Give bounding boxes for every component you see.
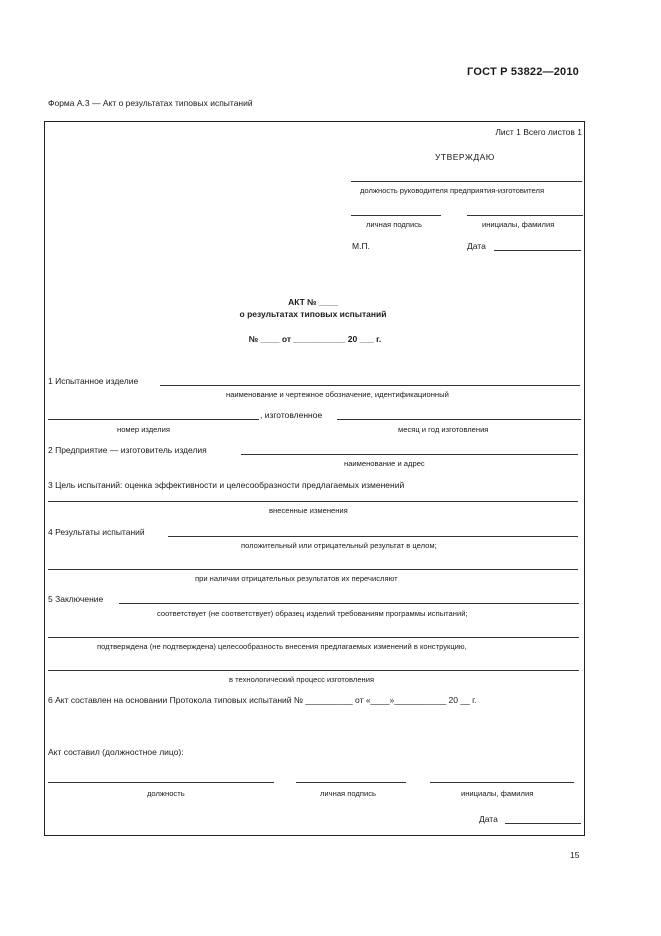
item2-label: 2 Предприятие — изготовитель изделия [48, 445, 207, 455]
item4-line2 [48, 569, 578, 570]
act-subtitle: о результатах типовых испытаний [239, 309, 387, 319]
item3-label: 3 Цель испытаний: оценка эффективности и целесообразности предлагаемых изменений [48, 480, 405, 490]
approval-initials-hint: инициалы, фамилия [482, 220, 555, 229]
approval-position-line [351, 181, 582, 182]
act-title: АКТ № ____ [288, 297, 338, 307]
form-caption: Форма А.3 — Акт о результатах типовых испытаний [48, 98, 253, 108]
compiled-initials-line [430, 782, 574, 783]
compiled-date-line [505, 823, 581, 824]
approval-signature-line [351, 215, 441, 216]
compiled-initials-hint: инициалы, фамилия [461, 789, 534, 798]
item2-line [241, 454, 578, 455]
item4-label: 4 Результаты испытаний [48, 527, 145, 537]
compiled-position-hint: должность [147, 789, 185, 798]
approval-initials-line [467, 215, 583, 216]
item5-label: 5 Заключение [48, 594, 104, 604]
compiled-signature-line [296, 782, 406, 783]
item1-hint-right: месяц и год изготовления [398, 425, 489, 434]
approval-stamp: М.П. [352, 241, 370, 251]
item5-hint3: в технологический процесс изготовления [229, 675, 375, 684]
approval-signature-hint: личная подпись [366, 220, 422, 229]
item1-date-line [337, 419, 581, 420]
item5-hint2: подтверждена (не подтверждена) целесообразность внесения предлагаемых изменений в конструкцию, [97, 642, 467, 651]
item5-hint1: соответствует (не соответствует) образец изделий требованиям программы испытаний; [157, 609, 468, 618]
compiled-label: Акт составил (должностное лицо): [48, 747, 184, 757]
item6-text: 6 Акт составлен на основании Протокола типовых испытаний № __________ от «____»___________ 20 __ г. [48, 695, 477, 705]
item3-hint: внесенные изменения [269, 506, 348, 515]
sheet-info: Лист 1 Всего листов 1 [495, 127, 582, 137]
item1-made-label: , изготовленное [260, 410, 323, 420]
approval-position-hint: должность руководителя предприятия-изготовителя [360, 186, 545, 195]
page-number: 15 [570, 850, 580, 860]
item5-line [119, 603, 579, 604]
item5-line3 [48, 670, 579, 671]
item1-number-line [48, 419, 259, 420]
item1-line [160, 385, 580, 386]
act-number-line: № ____ от ___________ 20 ___ г. [248, 334, 382, 344]
approval-title: УТВЕРЖДАЮ [435, 152, 495, 162]
compiled-signature-hint: личная подпись [320, 789, 376, 798]
compiled-position-line [48, 782, 274, 783]
compiled-date-label: Дата [479, 814, 498, 824]
item2-hint: наименование и адрес [344, 459, 425, 468]
item1-label: 1 Испытанное изделие [48, 376, 139, 386]
item4-line [168, 536, 578, 537]
item4-hint2: при наличии отрицательных результатов их перечисляют [195, 574, 398, 583]
approval-date-label: Дата [467, 241, 486, 251]
item3-line [48, 501, 578, 502]
item5-line2 [48, 637, 579, 638]
item4-hint1: положительный или отрицательный результат в целом; [241, 541, 437, 550]
standard-number: ГОСТ Р 53822—2010 [467, 66, 579, 78]
item1-hint-left: номер изделия [117, 425, 170, 434]
item1-hint: наименование и чертежное обозначение, идентификационный [226, 390, 449, 399]
approval-date-line [494, 250, 581, 251]
